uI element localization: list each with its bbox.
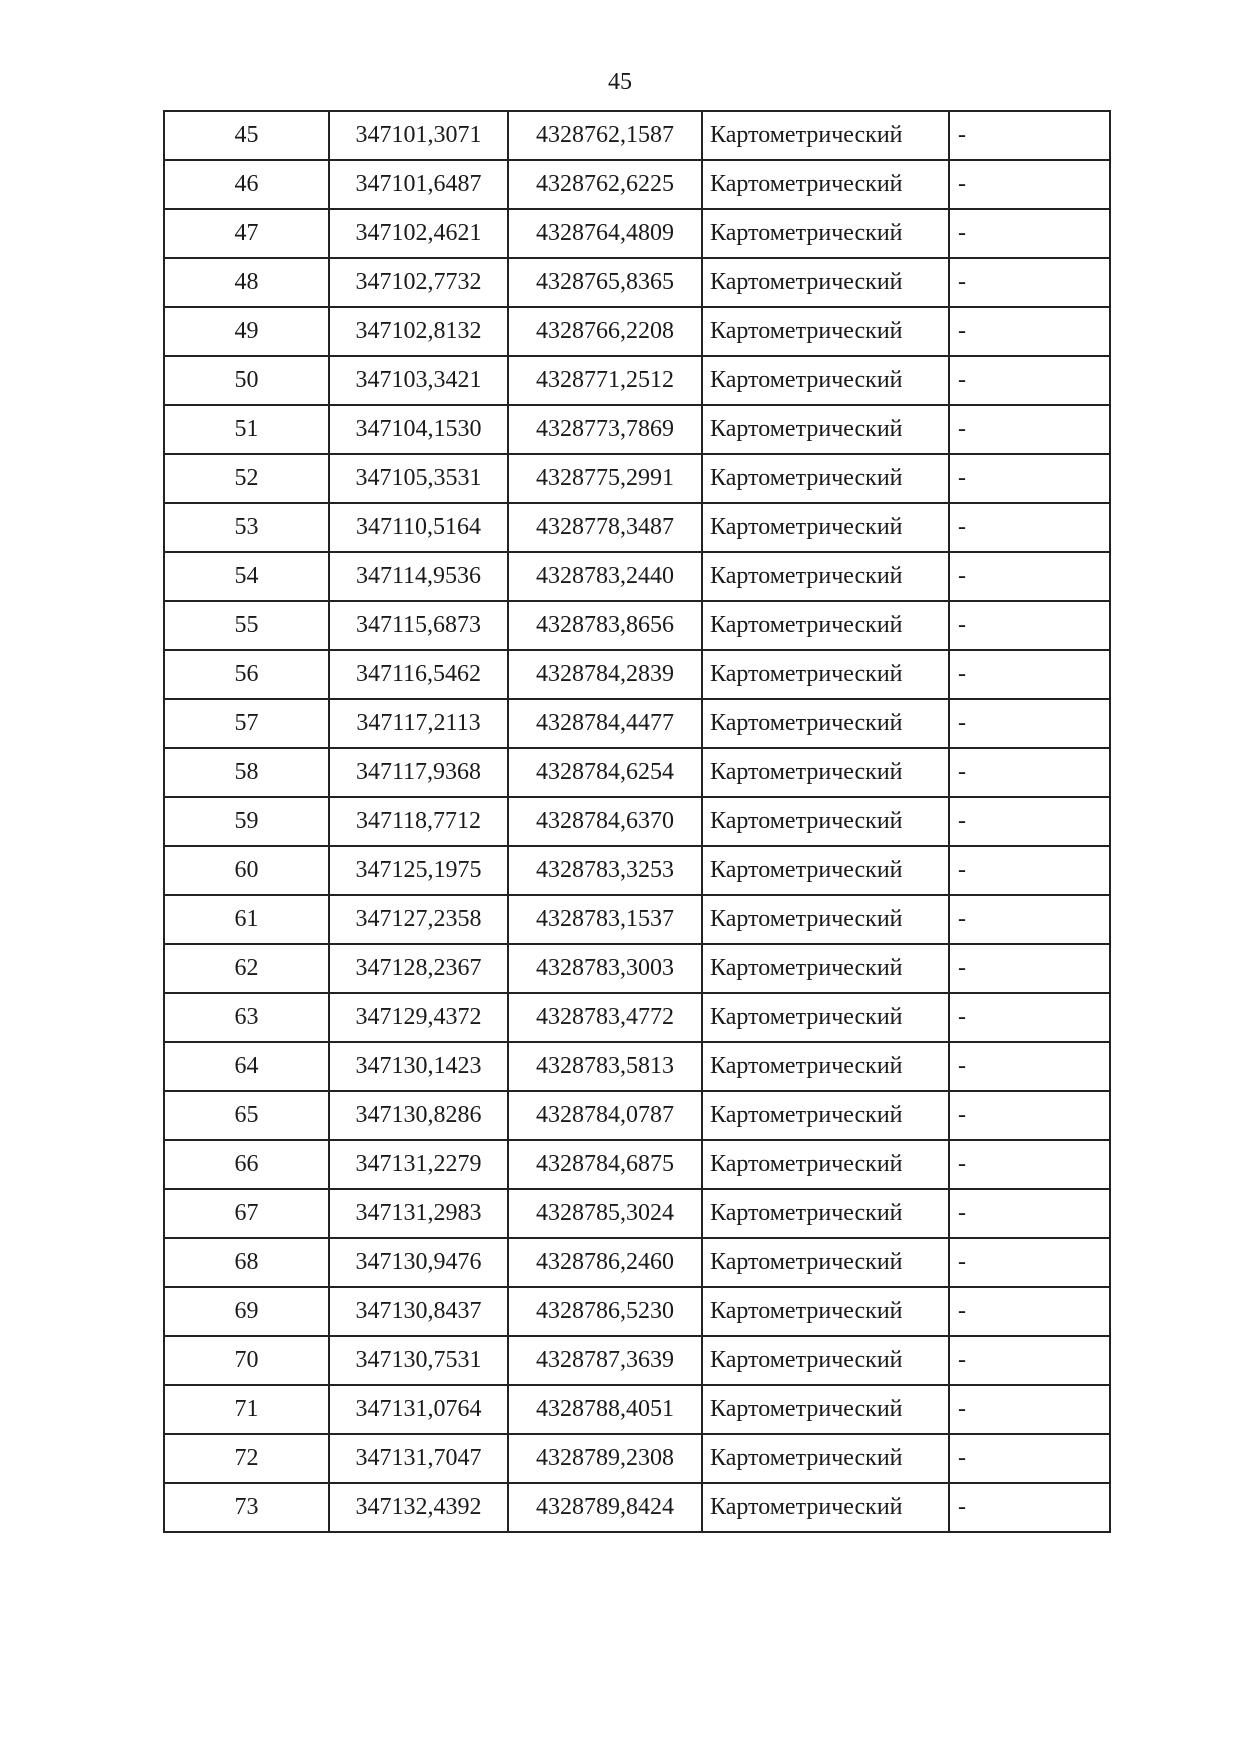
point-number-cell: 49 (164, 307, 329, 356)
coordinate-x-cell: 347129,4372 (329, 993, 508, 1042)
note-cell: - (949, 993, 1110, 1042)
coordinate-x-cell: 347130,7531 (329, 1336, 508, 1385)
method-cell: Картометрический (702, 993, 949, 1042)
point-number-cell: 65 (164, 1091, 329, 1140)
coordinate-y-cell: 4328786,5230 (508, 1287, 702, 1336)
method-cell: Картометрический (702, 405, 949, 454)
note-cell: - (949, 1336, 1110, 1385)
coordinate-y-cell: 4328778,3487 (508, 503, 702, 552)
coordinate-x-cell: 347130,9476 (329, 1238, 508, 1287)
table-row (164, 356, 1110, 405)
coordinate-y-cell: 4328773,7869 (508, 405, 702, 454)
coordinate-y-cell: 4328783,3003 (508, 944, 702, 993)
method-cell: Картометрический (702, 1336, 949, 1385)
method-cell: Картометрический (702, 454, 949, 503)
method-cell: Картометрический (702, 1434, 949, 1483)
point-number-cell: 51 (164, 405, 329, 454)
coordinate-y-cell: 4328788,4051 (508, 1385, 702, 1434)
note-cell: - (949, 258, 1110, 307)
table-row (164, 258, 1110, 307)
note-cell: - (949, 650, 1110, 699)
note-cell: - (949, 1483, 1110, 1532)
method-cell: Картометрический (702, 1189, 949, 1238)
coordinate-x-cell: 347103,3421 (329, 356, 508, 405)
table-row (164, 699, 1110, 748)
point-number-cell: 56 (164, 650, 329, 699)
method-cell: Картометрический (702, 209, 949, 258)
coordinate-x-cell: 347116,5462 (329, 650, 508, 699)
table-row (164, 1385, 1110, 1434)
coordinate-y-cell: 4328765,8365 (508, 258, 702, 307)
table-row (164, 846, 1110, 895)
table-row (164, 601, 1110, 650)
coordinate-x-cell: 347130,1423 (329, 1042, 508, 1091)
note-cell: - (949, 209, 1110, 258)
coordinate-y-cell: 4328783,5813 (508, 1042, 702, 1091)
coordinate-x-cell: 347117,2113 (329, 699, 508, 748)
point-number-cell: 69 (164, 1287, 329, 1336)
table-row (164, 1238, 1110, 1287)
method-cell: Картометрический (702, 1091, 949, 1140)
coordinate-x-cell: 347118,7712 (329, 797, 508, 846)
table-row (164, 1434, 1110, 1483)
coordinate-x-cell: 347130,8437 (329, 1287, 508, 1336)
note-cell: - (949, 748, 1110, 797)
note-cell: - (949, 405, 1110, 454)
point-number-cell: 61 (164, 895, 329, 944)
note-cell: - (949, 1287, 1110, 1336)
point-number-cell: 55 (164, 601, 329, 650)
point-number-cell: 59 (164, 797, 329, 846)
note-cell: - (949, 1140, 1110, 1189)
coordinate-y-cell: 4328771,2512 (508, 356, 702, 405)
coordinate-x-cell: 347131,0764 (329, 1385, 508, 1434)
coordinates-table (163, 110, 1111, 1533)
note-cell: - (949, 552, 1110, 601)
table-row (164, 993, 1110, 1042)
point-number-cell: 62 (164, 944, 329, 993)
note-cell: - (949, 1385, 1110, 1434)
point-number-cell: 47 (164, 209, 329, 258)
point-number-cell: 70 (164, 1336, 329, 1385)
note-cell: - (949, 1091, 1110, 1140)
coordinate-x-cell: 347131,2983 (329, 1189, 508, 1238)
coordinate-x-cell: 347105,3531 (329, 454, 508, 503)
note-cell: - (949, 944, 1110, 993)
coordinate-x-cell: 347115,6873 (329, 601, 508, 650)
coordinate-y-cell: 4328783,1537 (508, 895, 702, 944)
method-cell: Картометрический (702, 160, 949, 209)
table-row (164, 209, 1110, 258)
method-cell: Картометрический (702, 846, 949, 895)
coordinate-y-cell: 4328784,6370 (508, 797, 702, 846)
point-number-cell: 57 (164, 699, 329, 748)
point-number-cell: 54 (164, 552, 329, 601)
point-number-cell: 73 (164, 1483, 329, 1532)
point-number-cell: 48 (164, 258, 329, 307)
coordinate-y-cell: 4328783,8656 (508, 601, 702, 650)
point-number-cell: 72 (164, 1434, 329, 1483)
page-number: 45 (608, 69, 632, 95)
table-row (164, 944, 1110, 993)
method-cell: Картометрический (702, 601, 949, 650)
note-cell: - (949, 307, 1110, 356)
note-cell: - (949, 160, 1110, 209)
coordinate-x-cell: 347125,1975 (329, 846, 508, 895)
coordinate-x-cell: 347130,8286 (329, 1091, 508, 1140)
table-row (164, 503, 1110, 552)
note-cell: - (949, 1238, 1110, 1287)
note-cell: - (949, 1042, 1110, 1091)
method-cell: Картометрический (702, 356, 949, 405)
coordinate-y-cell: 4328784,4477 (508, 699, 702, 748)
coordinate-y-cell: 4328764,4809 (508, 209, 702, 258)
coordinate-y-cell: 4328783,4772 (508, 993, 702, 1042)
coordinate-x-cell: 347102,7732 (329, 258, 508, 307)
method-cell: Картометрический (702, 258, 949, 307)
point-number-cell: 50 (164, 356, 329, 405)
point-number-cell: 68 (164, 1238, 329, 1287)
coordinate-x-cell: 347117,9368 (329, 748, 508, 797)
note-cell: - (949, 846, 1110, 895)
coordinate-x-cell: 347132,4392 (329, 1483, 508, 1532)
note-cell: - (949, 601, 1110, 650)
table-row (164, 895, 1110, 944)
method-cell: Картометрический (702, 1238, 949, 1287)
table-row (164, 1189, 1110, 1238)
method-cell: Картометрический (702, 552, 949, 601)
method-cell: Картометрический (702, 503, 949, 552)
coordinate-y-cell: 4328783,2440 (508, 552, 702, 601)
note-cell: - (949, 1189, 1110, 1238)
table-row (164, 797, 1110, 846)
note-cell: - (949, 356, 1110, 405)
method-cell: Картометрический (702, 1483, 949, 1532)
point-number-cell: 60 (164, 846, 329, 895)
coordinate-y-cell: 4328762,6225 (508, 160, 702, 209)
note-cell: - (949, 797, 1110, 846)
table-row (164, 111, 1110, 160)
coordinate-x-cell: 347114,9536 (329, 552, 508, 601)
point-number-cell: 46 (164, 160, 329, 209)
coordinate-x-cell: 347104,1530 (329, 405, 508, 454)
coordinate-y-cell: 4328786,2460 (508, 1238, 702, 1287)
coordinate-y-cell: 4328775,2991 (508, 454, 702, 503)
coordinate-y-cell: 4328789,2308 (508, 1434, 702, 1483)
table-row (164, 552, 1110, 601)
method-cell: Картометрический (702, 1385, 949, 1434)
table-row (164, 650, 1110, 699)
coordinate-y-cell: 4328766,2208 (508, 307, 702, 356)
coordinate-y-cell: 4328785,3024 (508, 1189, 702, 1238)
point-number-cell: 58 (164, 748, 329, 797)
table-row (164, 454, 1110, 503)
coordinate-y-cell: 4328784,6254 (508, 748, 702, 797)
coordinate-x-cell: 347101,3071 (329, 111, 508, 160)
method-cell: Картометрический (702, 1042, 949, 1091)
method-cell: Картометрический (702, 1140, 949, 1189)
table-row (164, 1042, 1110, 1091)
coordinate-x-cell: 347102,8132 (329, 307, 508, 356)
coordinate-x-cell: 347128,2367 (329, 944, 508, 993)
method-cell: Картометрический (702, 699, 949, 748)
method-cell: Картометрический (702, 748, 949, 797)
table-row (164, 748, 1110, 797)
note-cell: - (949, 111, 1110, 160)
coordinate-y-cell: 4328784,6875 (508, 1140, 702, 1189)
note-cell: - (949, 503, 1110, 552)
coordinate-y-cell: 4328762,1587 (508, 111, 702, 160)
coordinate-y-cell: 4328783,3253 (508, 846, 702, 895)
method-cell: Картометрический (702, 944, 949, 993)
coordinate-x-cell: 347131,2279 (329, 1140, 508, 1189)
point-number-cell: 63 (164, 993, 329, 1042)
coordinate-x-cell: 347102,4621 (329, 209, 508, 258)
note-cell: - (949, 454, 1110, 503)
point-number-cell: 52 (164, 454, 329, 503)
coordinates-table-body (164, 111, 1110, 1532)
note-cell: - (949, 1434, 1110, 1483)
table-row (164, 405, 1110, 454)
coordinate-x-cell: 347110,5164 (329, 503, 508, 552)
coordinate-y-cell: 4328789,8424 (508, 1483, 702, 1532)
point-number-cell: 45 (164, 111, 329, 160)
coordinate-x-cell: 347101,6487 (329, 160, 508, 209)
coordinate-x-cell: 347131,7047 (329, 1434, 508, 1483)
table-row (164, 307, 1110, 356)
method-cell: Картометрический (702, 1287, 949, 1336)
point-number-cell: 67 (164, 1189, 329, 1238)
point-number-cell: 64 (164, 1042, 329, 1091)
point-number-cell: 53 (164, 503, 329, 552)
note-cell: - (949, 895, 1110, 944)
coordinate-y-cell: 4328787,3639 (508, 1336, 702, 1385)
table-row (164, 1140, 1110, 1189)
method-cell: Картометрический (702, 111, 949, 160)
table-row (164, 1287, 1110, 1336)
table-row (164, 1336, 1110, 1385)
method-cell: Картометрический (702, 895, 949, 944)
method-cell: Картометрический (702, 797, 949, 846)
point-number-cell: 71 (164, 1385, 329, 1434)
coordinate-x-cell: 347127,2358 (329, 895, 508, 944)
coordinate-y-cell: 4328784,2839 (508, 650, 702, 699)
table-row (164, 1091, 1110, 1140)
method-cell: Картометрический (702, 650, 949, 699)
note-cell: - (949, 699, 1110, 748)
method-cell: Картометрический (702, 307, 949, 356)
table-row (164, 160, 1110, 209)
point-number-cell: 66 (164, 1140, 329, 1189)
coordinate-y-cell: 4328784,0787 (508, 1091, 702, 1140)
table-row (164, 1483, 1110, 1532)
